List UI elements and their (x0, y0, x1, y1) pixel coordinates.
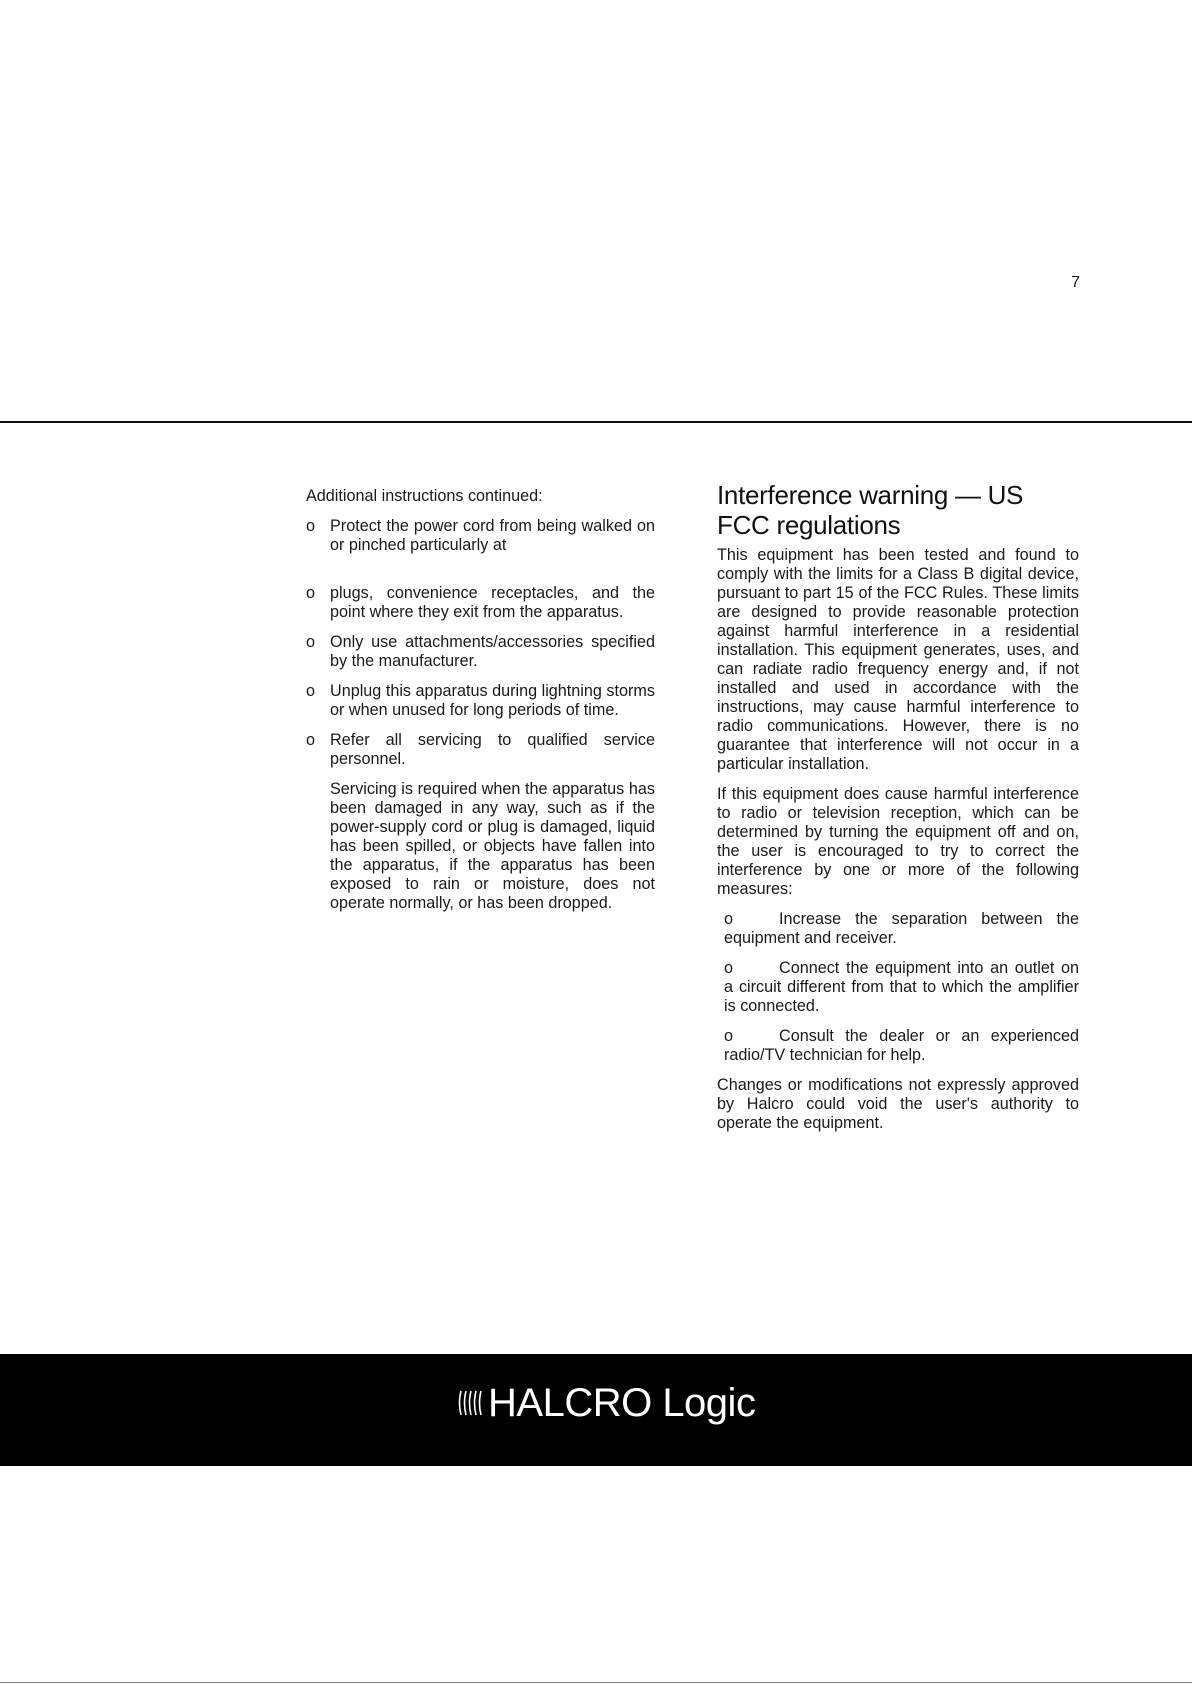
left-column (306, 487, 655, 924)
bullet-mark: o (724, 959, 734, 977)
heading-line-2: FCC regulations (717, 510, 901, 540)
bullet-mark: o (306, 517, 316, 535)
list-item-text: plugs, convenience receptacles, and the point where they exit from the apparatus. (330, 584, 655, 621)
bullet-mark: o (306, 731, 316, 749)
header-divider (0, 421, 1192, 423)
measure-text: Increase the separation between the equipment and receiver. (724, 910, 1079, 947)
measure-item (724, 910, 1079, 948)
fcc-compliance-paragraph: This equipment has been tested and found to comply with the limits for a Class B digital device, pursuant to part 15 of the FCC Rules. These limits are designed to provide reasonable protection against harmful interference in a residential installation. This equipment generates, uses, and can radiate radio frequency energy and, if not installed and used in accordance with the instructions, may cause harmful interference to radio communications. However, there is no guarantee that interference will not occur in a particular installation. (717, 546, 1079, 773)
logo-text: HALCRO Logic (488, 1381, 756, 1425)
bullet-mark: o (306, 682, 316, 700)
servicing-note: Servicing is required when the apparatus has been damaged in any way, such as if the power-supply cord or plug is damaged, liquid has been spilled, or objects have fallen into the apparatus, if the apparatus has been exposed to rain or moisture, does not operate normally, or has been dropped. (330, 780, 655, 912)
section-heading (717, 480, 1079, 540)
list-item-text: Only use attachments/accessories specified by the manufacturer. (330, 633, 655, 670)
list-item (306, 682, 655, 720)
brand-logo (458, 1378, 755, 1428)
bullet-mark: o (724, 1027, 734, 1045)
list-item-text: Refer all servicing to qualified service personnel. (330, 731, 655, 768)
bullet-mark: o (306, 584, 316, 602)
measure-text: Connect the equipment into an outlet on a circuit different from that to which the amplifier is connected. (724, 959, 1079, 1015)
list-item-text: Unplug this apparatus during lightning storms or when unused for long periods of time. (330, 682, 655, 719)
right-column (717, 480, 1079, 1144)
heading-line-1: Interference warning — US (717, 480, 1024, 510)
list-item (306, 731, 655, 769)
list-item-text: Protect the power cord from being walked on or pinched particularly at (330, 517, 655, 554)
instructions-intro: Additional instructions continued: (306, 487, 543, 505)
measure-text: Consult the dealer or an experienced radio/TV technician for help. (724, 1027, 1079, 1064)
bottom-divider (0, 1682, 1192, 1683)
list-item (306, 517, 655, 555)
modifications-paragraph: Changes or modifications not expressly approved by Halcro could void the user's authority to operate the equipment. (717, 1076, 1079, 1132)
halcro-wave-icon (458, 1387, 486, 1419)
measure-item (724, 959, 1079, 1016)
interference-paragraph: If this equipment does cause harmful interference to radio or television reception, which can be determined by turning the equipment off and on, the user is encouraged to try to correct the interference by one or more of the following measures: (717, 785, 1079, 898)
list-item (306, 633, 655, 671)
bullet-mark: o (306, 633, 316, 651)
page-number: 7 (1071, 274, 1080, 291)
bullet-mark: o (724, 910, 734, 928)
list-item (306, 584, 655, 622)
measure-item (724, 1027, 1079, 1065)
